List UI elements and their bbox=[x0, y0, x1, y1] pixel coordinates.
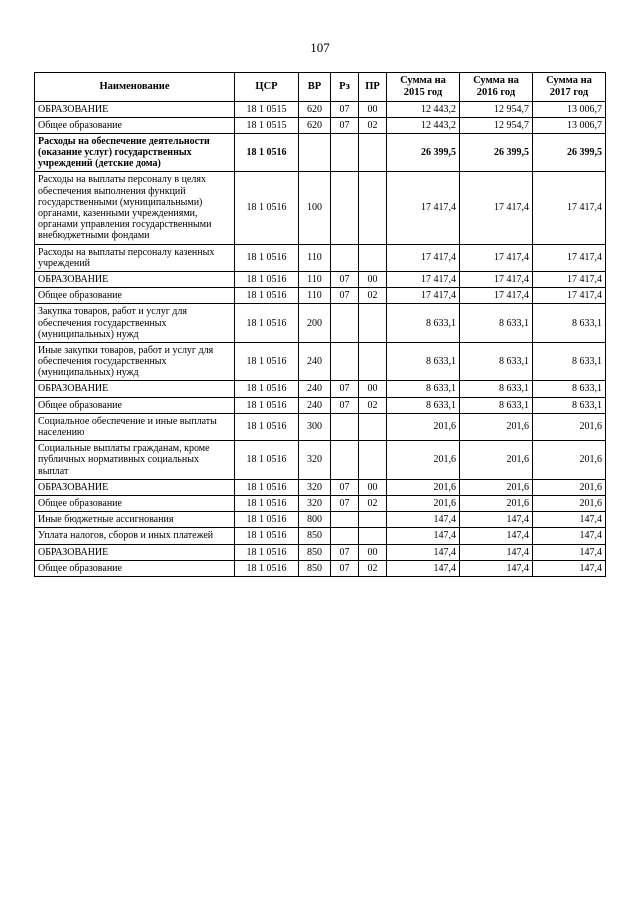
cell-2016: 8 633,1 bbox=[460, 304, 533, 343]
budget-table bbox=[34, 72, 606, 577]
cell-2017: 8 633,1 bbox=[533, 304, 606, 343]
cell-csr: 18 1 0516 bbox=[235, 495, 299, 511]
cell-vr: 240 bbox=[299, 397, 331, 413]
table-row bbox=[35, 101, 606, 117]
cell-2015: 17 417,4 bbox=[387, 172, 460, 244]
cell-pr bbox=[359, 441, 387, 480]
cell-2017: 147,4 bbox=[533, 528, 606, 544]
cell-name: Социальные выплаты гражданам, кроме публичных нормативных социальных выплат bbox=[35, 441, 235, 480]
table-row bbox=[35, 244, 606, 271]
cell-vr: 240 bbox=[299, 342, 331, 381]
cell-2015: 8 633,1 bbox=[387, 381, 460, 397]
cell-name: Расходы на обеспечение деятельности (оказание услуг) государственных учреждений (детские дома) bbox=[35, 133, 235, 172]
cell-vr: 240 bbox=[299, 381, 331, 397]
cell-2016: 8 633,1 bbox=[460, 381, 533, 397]
table-row bbox=[35, 512, 606, 528]
cell-2016: 201,6 bbox=[460, 441, 533, 480]
cell-vr: 850 bbox=[299, 560, 331, 576]
cell-2016: 201,6 bbox=[460, 479, 533, 495]
cell-name: Иные закупки товаров, работ и услуг для обеспечения государственных (муниципальных) нужд bbox=[35, 342, 235, 381]
table-row bbox=[35, 544, 606, 560]
cell-pr bbox=[359, 304, 387, 343]
cell-2016: 201,6 bbox=[460, 413, 533, 440]
table-row bbox=[35, 528, 606, 544]
cell-2017: 17 417,4 bbox=[533, 172, 606, 244]
cell-2017: 17 417,4 bbox=[533, 288, 606, 304]
table-row bbox=[35, 304, 606, 343]
cell-csr: 18 1 0516 bbox=[235, 244, 299, 271]
cell-rz: 07 bbox=[331, 479, 359, 495]
cell-csr: 18 1 0516 bbox=[235, 441, 299, 480]
cell-pr: 02 bbox=[359, 397, 387, 413]
cell-vr: 100 bbox=[299, 172, 331, 244]
cell-pr bbox=[359, 528, 387, 544]
cell-rz bbox=[331, 133, 359, 172]
header-vr: ВР bbox=[299, 73, 331, 102]
cell-2015: 17 417,4 bbox=[387, 244, 460, 271]
cell-rz: 07 bbox=[331, 271, 359, 287]
table-row bbox=[35, 117, 606, 133]
cell-rz bbox=[331, 172, 359, 244]
table-row bbox=[35, 381, 606, 397]
cell-csr: 18 1 0516 bbox=[235, 512, 299, 528]
cell-2015: 201,6 bbox=[387, 495, 460, 511]
cell-2015: 17 417,4 bbox=[387, 271, 460, 287]
cell-rz: 07 bbox=[331, 495, 359, 511]
cell-rz: 07 bbox=[331, 397, 359, 413]
cell-2017: 8 633,1 bbox=[533, 397, 606, 413]
cell-vr: 110 bbox=[299, 271, 331, 287]
cell-csr: 18 1 0515 bbox=[235, 117, 299, 133]
table-header-row bbox=[35, 73, 606, 102]
cell-2017: 147,4 bbox=[533, 512, 606, 528]
cell-csr: 18 1 0516 bbox=[235, 528, 299, 544]
cell-2015: 17 417,4 bbox=[387, 288, 460, 304]
cell-2015: 12 443,2 bbox=[387, 117, 460, 133]
cell-vr: 320 bbox=[299, 441, 331, 480]
header-name: Наименование bbox=[35, 73, 235, 102]
cell-csr: 18 1 0516 bbox=[235, 544, 299, 560]
cell-vr: 110 bbox=[299, 288, 331, 304]
cell-2016: 147,4 bbox=[460, 512, 533, 528]
cell-rz: 07 bbox=[331, 544, 359, 560]
cell-2015: 8 633,1 bbox=[387, 304, 460, 343]
cell-pr bbox=[359, 512, 387, 528]
cell-csr: 18 1 0516 bbox=[235, 381, 299, 397]
cell-vr: 850 bbox=[299, 544, 331, 560]
table-row bbox=[35, 413, 606, 440]
cell-name: ОБРАЗОВАНИЕ bbox=[35, 271, 235, 287]
cell-2017: 201,6 bbox=[533, 413, 606, 440]
cell-name: Закупка товаров, работ и услуг для обеспечения государственных (муниципальных) нужд bbox=[35, 304, 235, 343]
cell-vr: 620 bbox=[299, 101, 331, 117]
cell-name: Общее образование bbox=[35, 495, 235, 511]
cell-vr: 800 bbox=[299, 512, 331, 528]
cell-2017: 201,6 bbox=[533, 441, 606, 480]
cell-2017: 17 417,4 bbox=[533, 271, 606, 287]
header-csr: ЦСР bbox=[235, 73, 299, 102]
cell-pr: 00 bbox=[359, 101, 387, 117]
header-2015: Сумма на 2015 год bbox=[387, 73, 460, 102]
cell-csr: 18 1 0515 bbox=[235, 101, 299, 117]
cell-csr: 18 1 0516 bbox=[235, 133, 299, 172]
cell-rz bbox=[331, 528, 359, 544]
cell-pr bbox=[359, 413, 387, 440]
cell-2015: 8 633,1 bbox=[387, 342, 460, 381]
page-number: 107 bbox=[310, 40, 330, 55]
cell-2017: 26 399,5 bbox=[533, 133, 606, 172]
cell-rz bbox=[331, 304, 359, 343]
cell-rz: 07 bbox=[331, 288, 359, 304]
cell-vr: 320 bbox=[299, 495, 331, 511]
cell-2015: 147,4 bbox=[387, 544, 460, 560]
cell-rz: 07 bbox=[331, 560, 359, 576]
cell-name: Иные бюджетные ассигнования bbox=[35, 512, 235, 528]
cell-rz bbox=[331, 413, 359, 440]
table-body bbox=[35, 101, 606, 576]
table-row bbox=[35, 288, 606, 304]
cell-2017: 201,6 bbox=[533, 479, 606, 495]
cell-vr: 320 bbox=[299, 479, 331, 495]
cell-2017: 13 006,7 bbox=[533, 101, 606, 117]
cell-2015: 26 399,5 bbox=[387, 133, 460, 172]
cell-2017: 13 006,7 bbox=[533, 117, 606, 133]
header-pr: ПР bbox=[359, 73, 387, 102]
cell-csr: 18 1 0516 bbox=[235, 560, 299, 576]
table-row bbox=[35, 397, 606, 413]
table-row bbox=[35, 271, 606, 287]
cell-pr bbox=[359, 133, 387, 172]
cell-csr: 18 1 0516 bbox=[235, 172, 299, 244]
cell-2015: 8 633,1 bbox=[387, 397, 460, 413]
cell-pr: 02 bbox=[359, 117, 387, 133]
header-2016: Сумма на 2016 год bbox=[460, 73, 533, 102]
cell-2016: 201,6 bbox=[460, 495, 533, 511]
cell-2015: 147,4 bbox=[387, 528, 460, 544]
cell-name: Общее образование bbox=[35, 560, 235, 576]
header-rz: Рз bbox=[331, 73, 359, 102]
header-2017: Сумма на 2017 год bbox=[533, 73, 606, 102]
cell-pr: 00 bbox=[359, 544, 387, 560]
cell-rz bbox=[331, 441, 359, 480]
cell-csr: 18 1 0516 bbox=[235, 413, 299, 440]
cell-csr: 18 1 0516 bbox=[235, 397, 299, 413]
cell-2016: 147,4 bbox=[460, 560, 533, 576]
cell-name: Общее образование bbox=[35, 288, 235, 304]
cell-pr: 02 bbox=[359, 288, 387, 304]
cell-2015: 12 443,2 bbox=[387, 101, 460, 117]
cell-2017: 147,4 bbox=[533, 544, 606, 560]
cell-vr: 850 bbox=[299, 528, 331, 544]
table-row bbox=[35, 342, 606, 381]
cell-2016: 26 399,5 bbox=[460, 133, 533, 172]
cell-pr: 02 bbox=[359, 560, 387, 576]
cell-pr: 00 bbox=[359, 381, 387, 397]
cell-2015: 201,6 bbox=[387, 479, 460, 495]
table-row bbox=[35, 479, 606, 495]
cell-name: ОБРАЗОВАНИЕ bbox=[35, 101, 235, 117]
cell-name: ОБРАЗОВАНИЕ bbox=[35, 381, 235, 397]
cell-2015: 147,4 bbox=[387, 512, 460, 528]
cell-2016: 147,4 bbox=[460, 544, 533, 560]
cell-pr bbox=[359, 172, 387, 244]
cell-2016: 17 417,4 bbox=[460, 271, 533, 287]
cell-name: ОБРАЗОВАНИЕ bbox=[35, 544, 235, 560]
cell-2016: 17 417,4 bbox=[460, 288, 533, 304]
cell-2016: 8 633,1 bbox=[460, 397, 533, 413]
cell-vr bbox=[299, 133, 331, 172]
cell-csr: 18 1 0516 bbox=[235, 342, 299, 381]
cell-2016: 17 417,4 bbox=[460, 244, 533, 271]
table-row bbox=[35, 560, 606, 576]
cell-2015: 201,6 bbox=[387, 441, 460, 480]
cell-2017: 8 633,1 bbox=[533, 381, 606, 397]
cell-vr: 110 bbox=[299, 244, 331, 271]
cell-vr: 200 bbox=[299, 304, 331, 343]
cell-2016: 147,4 bbox=[460, 528, 533, 544]
cell-csr: 18 1 0516 bbox=[235, 304, 299, 343]
cell-pr bbox=[359, 342, 387, 381]
cell-name: Расходы на выплаты персоналу в целях обеспечения выполнения функций государственными (муниципальными) органами, казенными учреждениями, органами управления государственными внебюджетными фондами bbox=[35, 172, 235, 244]
cell-2017: 8 633,1 bbox=[533, 342, 606, 381]
cell-pr: 00 bbox=[359, 271, 387, 287]
cell-rz bbox=[331, 342, 359, 381]
cell-pr bbox=[359, 244, 387, 271]
cell-vr: 300 bbox=[299, 413, 331, 440]
cell-name: Социальное обеспечение и иные выплаты населению bbox=[35, 413, 235, 440]
cell-pr: 02 bbox=[359, 495, 387, 511]
cell-2017: 17 417,4 bbox=[533, 244, 606, 271]
cell-rz bbox=[331, 512, 359, 528]
cell-name: ОБРАЗОВАНИЕ bbox=[35, 479, 235, 495]
cell-csr: 18 1 0516 bbox=[235, 271, 299, 287]
cell-vr: 620 bbox=[299, 117, 331, 133]
cell-2016: 17 417,4 bbox=[460, 172, 533, 244]
cell-2017: 201,6 bbox=[533, 495, 606, 511]
cell-2016: 12 954,7 bbox=[460, 117, 533, 133]
cell-name: Общее образование bbox=[35, 117, 235, 133]
cell-rz: 07 bbox=[331, 381, 359, 397]
cell-2016: 12 954,7 bbox=[460, 101, 533, 117]
cell-pr: 00 bbox=[359, 479, 387, 495]
cell-rz: 07 bbox=[331, 101, 359, 117]
table-row bbox=[35, 172, 606, 244]
table-row bbox=[35, 441, 606, 480]
cell-rz bbox=[331, 244, 359, 271]
table-row bbox=[35, 495, 606, 511]
cell-rz: 07 bbox=[331, 117, 359, 133]
cell-csr: 18 1 0516 bbox=[235, 479, 299, 495]
cell-csr: 18 1 0516 bbox=[235, 288, 299, 304]
cell-2016: 8 633,1 bbox=[460, 342, 533, 381]
cell-name: Общее образование bbox=[35, 397, 235, 413]
cell-2015: 147,4 bbox=[387, 560, 460, 576]
cell-2015: 201,6 bbox=[387, 413, 460, 440]
cell-2017: 147,4 bbox=[533, 560, 606, 576]
table-row bbox=[35, 133, 606, 172]
cell-name: Расходы на выплаты персоналу казенных учреждений bbox=[35, 244, 235, 271]
cell-name: Уплата налогов, сборов и иных платежей bbox=[35, 528, 235, 544]
